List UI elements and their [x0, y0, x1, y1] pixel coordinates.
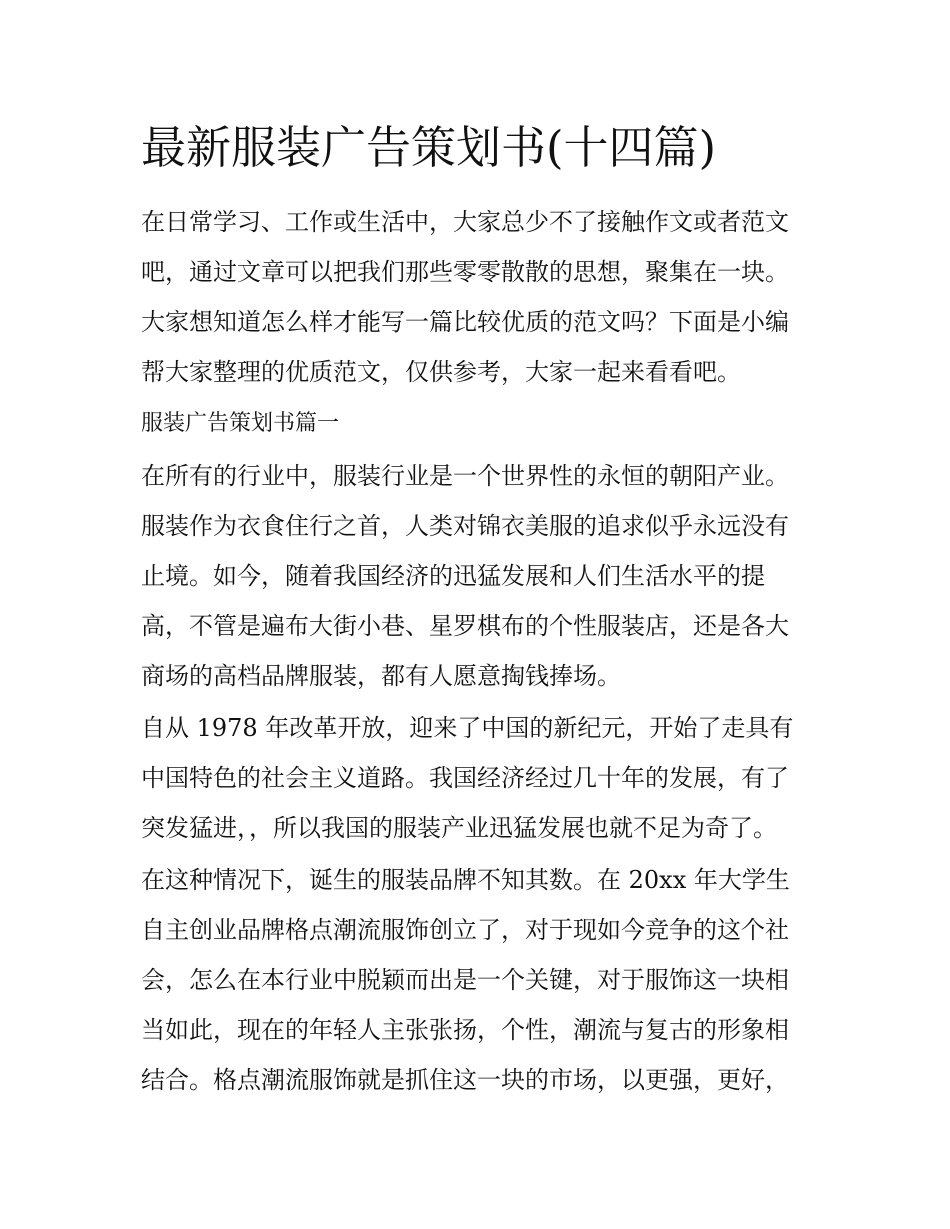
paragraph-line: 高，不管是遍布大街小巷、星罗棋布的个性服装店，还是各大: [141, 612, 789, 640]
paragraph-line: 突发猛进，，所以我国的服装产业迅猛发展也就不足为奇了。: [141, 814, 777, 842]
document-title: 最新服装广告策划书(十四篇): [141, 121, 717, 174]
paragraph-line: 结合。格点潮流服饰就是抓住这一块的市场，以更强，更好，: [141, 1066, 789, 1094]
paragraph-line: 会，怎么在本行业中脱颖而出是一个关键，对于服饰这一块相: [141, 966, 789, 994]
paragraph-line: 当如此，现在的年轻人主张张扬，个性，潮流与复古的形象相: [141, 1016, 789, 1044]
paragraph-line: 服装作为衣食住行之首，人类对锦衣美服的追求似乎永远没有: [141, 512, 789, 540]
intro-line-4: 帮大家整理的优质范文，仅供参考，大家一起来看看吧。: [141, 358, 741, 386]
paragraph-line: 在所有的行业中，服装行业是一个世界性的永恒的朝阳产业。: [141, 462, 789, 490]
section-heading-1: 服装广告策划书篇一: [141, 411, 340, 436]
paragraph-line: 自主创业品牌格点潮流服饰创立了，对于现如今竞争的这个社: [141, 916, 789, 944]
intro-line-3: 大家想知道怎么样才能写一篇比较优质的范文吗？下面是小编: [141, 308, 789, 336]
paragraph-line: 商场的高档品牌服装，都有人愿意掏钱捧场。: [141, 662, 621, 690]
paragraph-line: 中国特色的社会主义道路。我国经济经过几十年的发展，有了: [141, 764, 789, 792]
intro-line-2: 吧，通过文章可以把我们那些零零散散的思想，聚集在一块。: [141, 258, 789, 286]
paragraph-line: 在这种情况下，诞生的服装品牌不知其数。在 20xx 年大学生: [141, 866, 790, 894]
paragraph-line: 自从 1978 年改革开放，迎来了中国的新纪元，开始了走具有: [141, 714, 794, 742]
paragraph-line: 止境。如今，随着我国经济的迅猛发展和人们生活水平的提: [141, 562, 765, 590]
intro-line-1: 在日常学习、工作或生活中，大家总少不了接触作文或者范文: [141, 208, 789, 236]
